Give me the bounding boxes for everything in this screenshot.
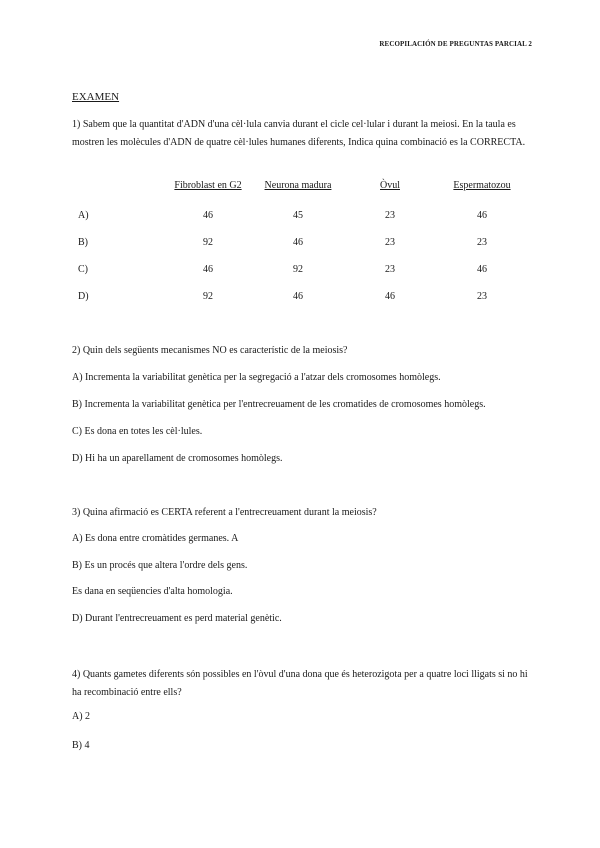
table-cell: 46 <box>477 264 487 275</box>
table-row <box>72 237 532 264</box>
table-cell: 45 <box>293 210 303 221</box>
column-header-ovul: Òvul <box>380 180 400 191</box>
column-header-neurona: Neurona madura <box>264 180 332 191</box>
table-cell: 46 <box>293 291 303 302</box>
table-cell: 23 <box>385 237 395 248</box>
row-label: C) <box>78 264 88 275</box>
row-label: A) <box>78 210 89 221</box>
column-header-espermatozou: Espermatozou <box>453 180 511 191</box>
table-cell: 92 <box>203 291 213 302</box>
question-3-option-b: B) Es un procés que altera l'ordre dels gens. <box>72 560 248 571</box>
table-cell: 23 <box>477 291 487 302</box>
question-2-option-d: D) Hi ha un aparellament de cromosomes homòlegs. <box>72 453 283 464</box>
row-label: B) <box>78 237 88 248</box>
question-3-option-c: Es dana en seqüencies d'alta homologia. <box>72 586 233 597</box>
question-2-option-b: B) Incrementa la variabilitat genètica per l'entrecreuament de les cromatides de cromosomes homòlegs. <box>72 399 486 410</box>
question-2-option-c: C) Es dona en totes les cèl·lules. <box>72 426 203 437</box>
table-cell: 46 <box>293 237 303 248</box>
table-cell: 46 <box>203 210 213 221</box>
table-row <box>72 291 532 318</box>
table-cell: 46 <box>385 291 395 302</box>
question-3-text: 3) Quina afirmació es CERTA referent a l'entrecreuament durant la meiosis? <box>72 507 377 518</box>
question-4-option-a: A) 2 <box>72 711 91 722</box>
table-cell: 23 <box>385 210 395 221</box>
table-cell: 92 <box>203 237 213 248</box>
question-3-option-d: D) Durant l'entrecreuament es perd material genètic. <box>72 613 282 624</box>
question-1-text: 1) Sabem que la quantitat d'ADN d'una cèl·lula canvia durant el cicle cel·lular i durant la meiosi. En la taula es mostren les molècules d'ADN de quatre cèl·lules humanes diferents, Indica quina combinació es la CORRECTA. <box>72 119 526 148</box>
table-header-row <box>72 180 532 198</box>
table-body <box>72 210 532 318</box>
column-header-fibroblast: Fibroblast en G2 <box>174 180 242 191</box>
question-2-option-a: A) Incrementa la variabilitat genètica per la segregació a l'atzar dels cromosomes homòlegs. <box>72 372 441 383</box>
table-cell: 23 <box>477 237 487 248</box>
table-row <box>72 210 532 237</box>
section-heading: EXAMEN <box>72 91 120 103</box>
table-row <box>72 264 532 291</box>
question-3-option-a: A) Es dona entre cromàtides germanes. A <box>72 533 239 544</box>
question-4-text: 4) Quants gametes diferents són possibles en l'òvul d'una dona que és heterozigota per a quatre loci lligats si no hi ha recombinació entre ells? <box>72 669 528 698</box>
question-2-text: 2) Quin dels següents mecanismes NO es característic de la meiosis? <box>72 345 348 356</box>
question-4-option-b: B) 4 <box>72 740 90 751</box>
row-label: D) <box>78 291 89 302</box>
table-cell: 23 <box>385 264 395 275</box>
table-cell: 46 <box>203 264 213 275</box>
table-cell: 92 <box>293 264 303 275</box>
dna-table <box>72 180 532 302</box>
table-cell: 46 <box>477 210 487 221</box>
page-header-title: RECOPILACIÓN DE PREGUNTAS PARCIAL 2 <box>379 40 532 48</box>
